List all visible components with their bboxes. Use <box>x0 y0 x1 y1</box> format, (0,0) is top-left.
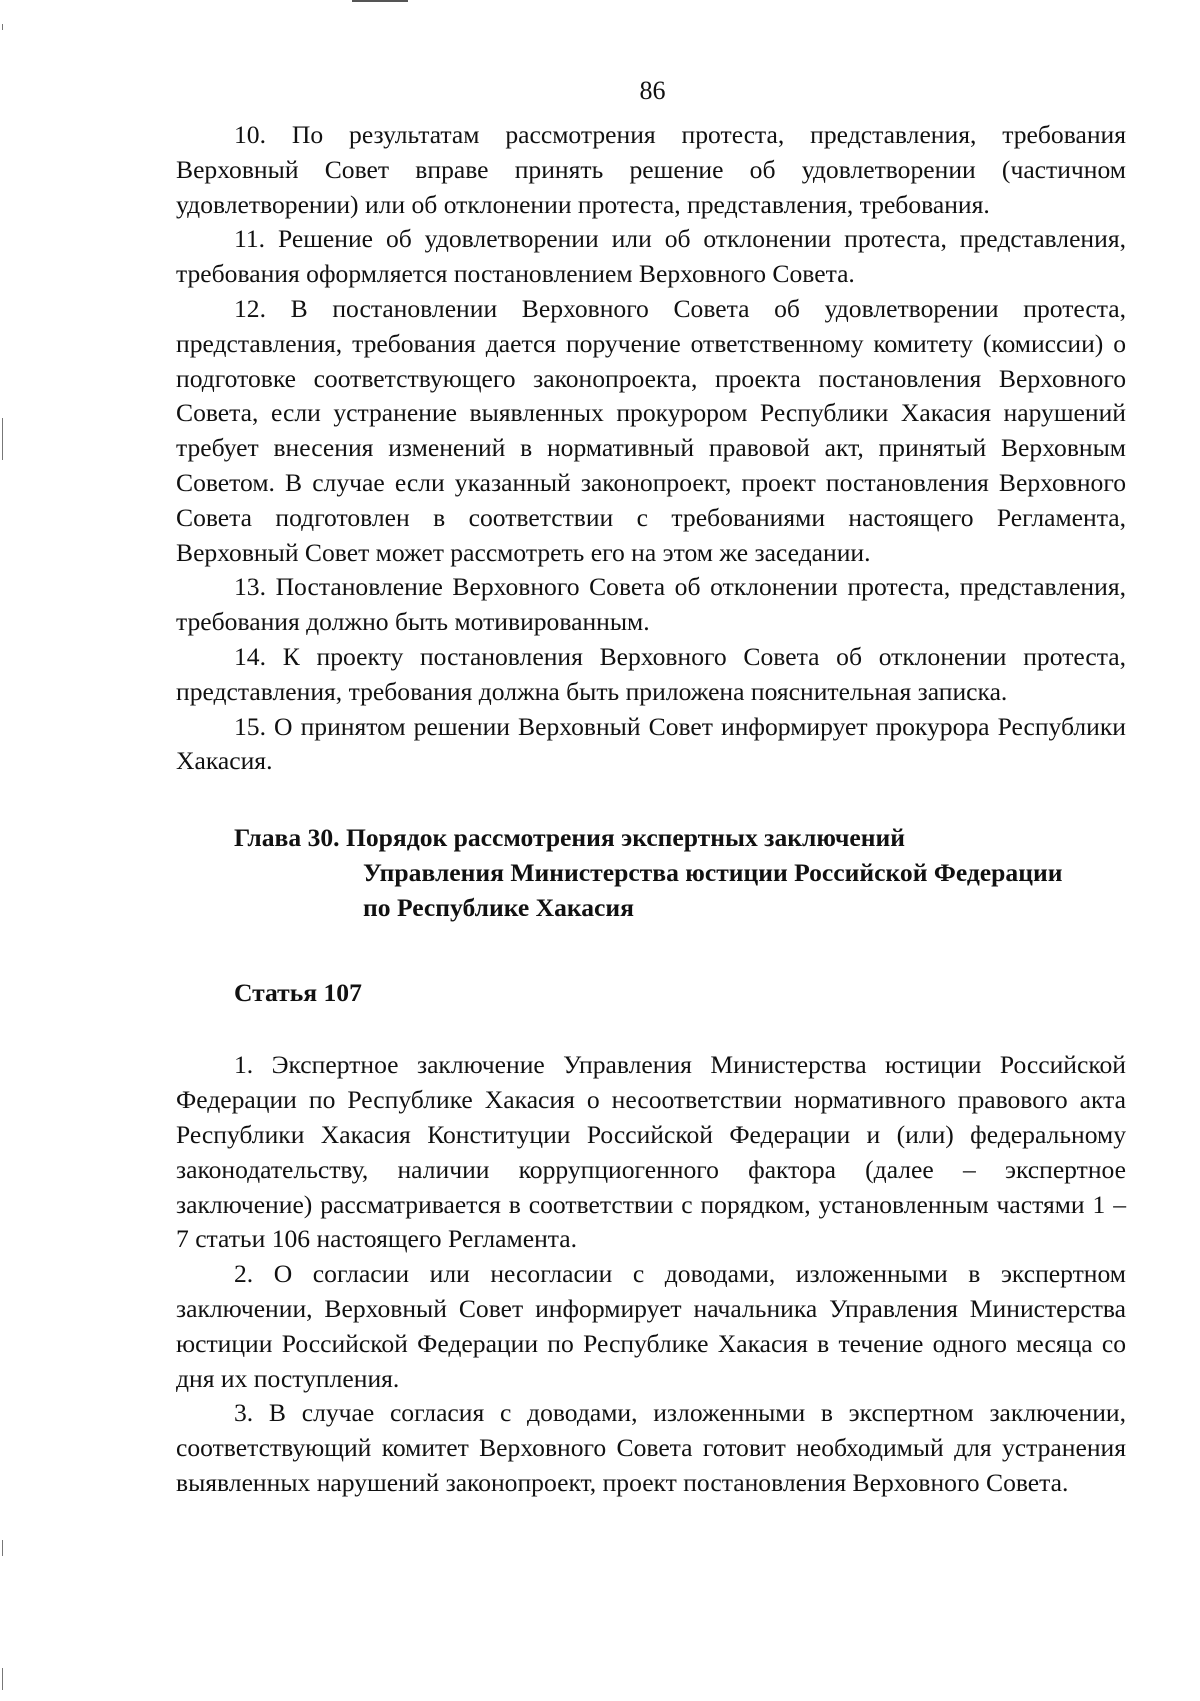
chapter-heading-line-2: Управления Министерства юстиции Российской Федерации <box>363 857 1063 887</box>
chapter-heading-line-3: по Республике Хакасия <box>363 892 634 922</box>
scan-artifact-left-2 <box>2 418 3 460</box>
paragraph-12: 12. В постановлении Верховного Совета об удовлетворении протеста, представления, требования дается поручение ответственному комитету (комиссии) о подготовке соответствующего законопроекта, проекта постановления Верховного Совета, если устранение выявленных прокурором Республики Хакасия нарушений требует внесения изменений в нормативный правовой акт, принятый Верховным Советом. В случае если указанный законопроект, проект постановления Верховного Совета подготовлен в соответствии с требованиями настоящего Регламента, Верховный Совет может рассмотреть его на этом же заседании. <box>176 293 1126 567</box>
article-title: Статья 107 <box>234 977 362 1007</box>
paragraph-10: 10. По результатам рассмотрения протеста, представления, требования Верховный Совет вправе принять решение об удовлетворении (частичном удовлетворении) или об отклонении протеста, представления, требования. <box>176 120 1126 219</box>
scan-artifact-left-4 <box>2 1668 3 1690</box>
article-paragraph-2: 2. О согласии или несогласии с доводами, изложенными в экспертном заключении, Верховный Совет информирует начальника Управления Министерства юстиции Российской Федерации по Республике Хакасия в течение одного месяца со дня их поступления. <box>176 1259 1126 1393</box>
scan-artifact-top <box>352 0 408 2</box>
paragraph-13: 13. Постановление Верховного Совета об отклонении протеста, представления, требования должно быть мотивированным. <box>176 572 1126 637</box>
paragraph-14: 14. К проекту постановления Верховного Совета об отклонении протеста, представления, требования должна быть приложена пояснительная записка. <box>176 641 1126 706</box>
scan-artifact-left-3 <box>2 1540 3 1556</box>
article-paragraph-3: 3. В случае согласия с доводами, изложенными в экспертном заключении, соответствующий комитет Верховного Совета готовит необходимый для устранения выявленных нарушений законопроект, проект постановления Верховного Совета. <box>176 1398 1126 1497</box>
article-paragraph-1: 1. Экспертное заключение Управления Министерства юстиции Российской Федерации по Республике Хакасия о несоответствии нормативного правового акта Республики Хакасия Конституции Российской Федерации и (или) федеральному законодательству, наличии коррупциогенного фактора (далее – экспертное заключение) рассматривается в соответствии с порядком, установленным частями 1 – 7 статьи 106 настоящего Регламента. <box>176 1050 1126 1254</box>
document-body <box>176 118 1126 1501</box>
scan-artifact-left-1 <box>2 24 3 30</box>
paragraph-11: 11. Решение об удовлетворении или об отклонении протеста, представления, требования оформляется постановлением Верховного Совета. <box>176 224 1126 289</box>
chapter-heading <box>176 821 1126 925</box>
page-number: 86 <box>639 76 666 105</box>
chapter-heading-line-1: Глава 30. Порядок рассмотрения экспертных заключений <box>234 823 905 853</box>
paragraph-15: 15. О принятом решении Верховный Совет информирует прокурора Республики Хакасия. <box>176 711 1126 776</box>
